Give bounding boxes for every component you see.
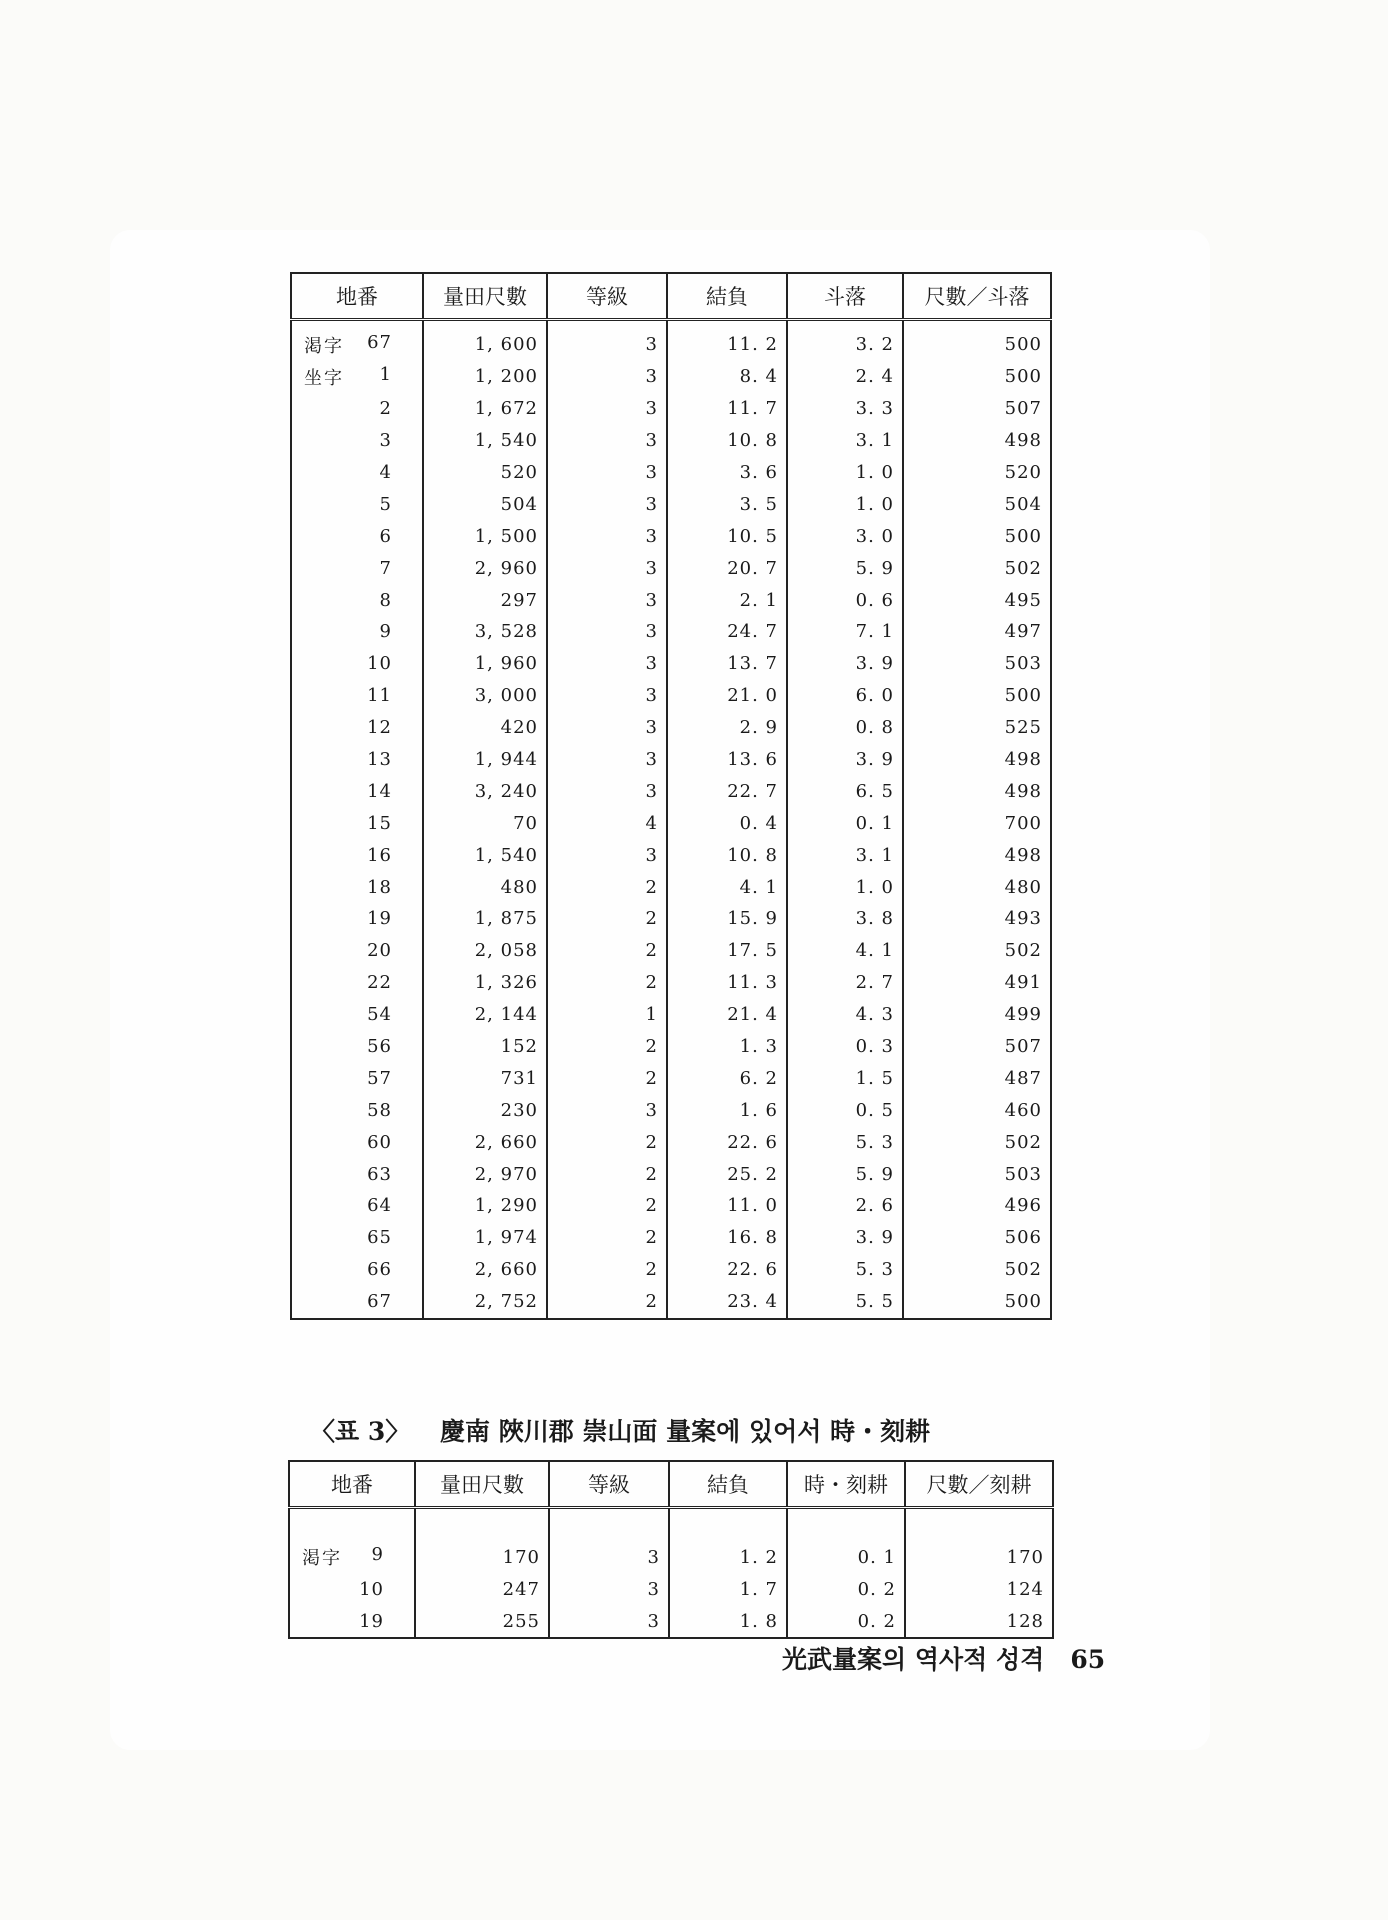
value-cell: 3. 9 — [787, 648, 903, 680]
lot-number-cell — [289, 1573, 415, 1605]
table-row — [291, 1158, 1051, 1190]
value-cell: 1, 944 — [423, 744, 547, 776]
lot-number-cell — [291, 488, 423, 520]
table-row — [291, 871, 1051, 903]
value-cell: 500 — [903, 329, 1051, 361]
value-cell: 2 — [547, 1254, 667, 1286]
value-cell: 3 — [547, 775, 667, 807]
lot-number-cell — [289, 1541, 415, 1573]
lot-number-cell — [291, 1062, 423, 1094]
value-cell: 0. 8 — [787, 712, 903, 744]
value-cell: 2 — [547, 1286, 667, 1319]
value-cell: 124 — [905, 1573, 1053, 1605]
value-cell: 525 — [903, 712, 1051, 744]
value-cell: 3 — [549, 1541, 669, 1573]
value-cell: 2 — [547, 871, 667, 903]
table-row — [291, 967, 1051, 999]
table-row — [289, 1541, 1053, 1573]
lot-number: 19 — [359, 1610, 384, 1632]
value-cell: 503 — [903, 1158, 1051, 1190]
lot-number-cell — [291, 1031, 423, 1063]
value-cell: 520 — [423, 457, 547, 489]
value-cell: 0. 2 — [787, 1605, 905, 1638]
value-cell: 498 — [903, 744, 1051, 776]
value-cell: 3 — [547, 361, 667, 393]
value-cell: 502 — [903, 1126, 1051, 1158]
value-cell: 3 — [547, 616, 667, 648]
value-cell: 500 — [903, 361, 1051, 393]
lot-number-cell — [291, 871, 423, 903]
value-cell: 11. 0 — [667, 1190, 787, 1222]
table-header-row — [289, 1461, 1053, 1508]
value-cell: 1. 6 — [667, 1094, 787, 1126]
value-cell: 504 — [903, 488, 1051, 520]
lot-number: 6 — [379, 525, 392, 547]
table-row — [291, 1286, 1051, 1319]
value-cell: 11. 2 — [667, 329, 787, 361]
value-cell: 2, 960 — [423, 552, 547, 584]
column-header: 結負 — [669, 1461, 787, 1508]
lot-number-cell — [291, 457, 423, 489]
lot-number-cell — [291, 1254, 423, 1286]
lot-number-cell — [291, 935, 423, 967]
column-header: 時・刻耕 — [787, 1461, 905, 1508]
lot-number-cell — [291, 967, 423, 999]
value-cell: 4. 1 — [667, 871, 787, 903]
value-cell: 4. 1 — [787, 935, 903, 967]
value-cell: 502 — [903, 1254, 1051, 1286]
value-cell: 128 — [905, 1605, 1053, 1638]
table-row — [291, 744, 1051, 776]
lot-number: 9 — [379, 621, 392, 643]
value-cell: 0. 4 — [667, 807, 787, 839]
table-row — [291, 1126, 1051, 1158]
column-header: 斗落 — [787, 273, 903, 320]
value-cell: 6. 2 — [667, 1062, 787, 1094]
value-cell: 3 — [547, 712, 667, 744]
value-cell: 487 — [903, 1062, 1051, 1094]
lot-number-cell — [291, 1286, 423, 1319]
value-cell: 15. 9 — [667, 903, 787, 935]
value-cell: 3 — [547, 839, 667, 871]
value-cell: 1. 3 — [667, 1031, 787, 1063]
value-cell: 3. 8 — [787, 903, 903, 935]
lot-number: 57 — [367, 1067, 392, 1089]
value-cell: 297 — [423, 584, 547, 616]
table-row — [291, 807, 1051, 839]
value-cell: 5. 5 — [787, 1286, 903, 1319]
value-cell: 3. 0 — [787, 520, 903, 552]
value-cell: 2, 144 — [423, 999, 547, 1031]
lot-number: 10 — [359, 1578, 384, 1600]
value-cell: 2. 7 — [787, 967, 903, 999]
value-cell: 3. 9 — [787, 744, 903, 776]
value-cell: 498 — [903, 775, 1051, 807]
spacer-row — [291, 320, 1051, 330]
value-cell: 500 — [903, 520, 1051, 552]
table-row — [291, 457, 1051, 489]
value-cell: 504 — [423, 488, 547, 520]
value-cell: 8. 4 — [667, 361, 787, 393]
lot-number-cell — [291, 520, 423, 552]
value-cell: 3 — [547, 584, 667, 616]
value-cell: 3. 3 — [787, 393, 903, 425]
lot-number: 11 — [367, 685, 392, 707]
lot-number: 4 — [379, 462, 392, 483]
lot-number: 65 — [367, 1227, 392, 1249]
lot-number: 8 — [379, 589, 392, 611]
value-cell: 498 — [903, 425, 1051, 457]
lot-number: 22 — [367, 972, 392, 994]
column-header: 等級 — [549, 1461, 669, 1508]
column-header: 量田尺數 — [423, 273, 547, 320]
lot-number: 16 — [367, 844, 392, 866]
lot-number: 18 — [367, 876, 392, 898]
lot-prefix: 渇字 — [302, 1548, 342, 1569]
value-cell: 1, 600 — [423, 329, 547, 361]
footer-title: 光武量案의 역사적 성격 — [782, 1645, 1045, 1674]
value-cell: 495 — [903, 584, 1051, 616]
lot-number: 3 — [379, 430, 392, 452]
lot-number: 66 — [367, 1259, 392, 1281]
value-cell: 506 — [903, 1222, 1051, 1254]
table-row — [291, 839, 1051, 871]
value-cell: 2, 058 — [423, 935, 547, 967]
value-cell: 1, 540 — [423, 425, 547, 457]
table-row — [291, 552, 1051, 584]
table-row — [291, 1062, 1051, 1094]
value-cell: 3. 5 — [667, 488, 787, 520]
lot-number-cell — [291, 680, 423, 712]
lot-number: 13 — [367, 749, 392, 771]
value-cell: 11. 3 — [667, 967, 787, 999]
lot-number-cell — [291, 712, 423, 744]
table-row — [291, 488, 1051, 520]
value-cell: 3. 6 — [667, 457, 787, 489]
lot-number: 7 — [379, 557, 392, 579]
value-cell: 3 — [547, 744, 667, 776]
value-cell: 520 — [903, 457, 1051, 489]
value-cell: 2. 4 — [787, 361, 903, 393]
value-cell: 6. 5 — [787, 775, 903, 807]
column-header: 結負 — [667, 273, 787, 320]
lot-number: 67 — [367, 331, 392, 353]
table-row — [291, 1190, 1051, 1222]
value-cell: 10. 8 — [667, 839, 787, 871]
value-cell: 0. 3 — [787, 1031, 903, 1063]
value-cell: 1, 974 — [423, 1222, 547, 1254]
column-header: 等級 — [547, 273, 667, 320]
value-cell: 3. 1 — [787, 425, 903, 457]
table-row — [289, 1605, 1053, 1638]
value-cell: 498 — [903, 839, 1051, 871]
value-cell: 1, 875 — [423, 903, 547, 935]
value-cell: 2 — [547, 967, 667, 999]
value-cell: 0. 5 — [787, 1094, 903, 1126]
lot-number: 19 — [367, 908, 392, 930]
value-cell: 493 — [903, 903, 1051, 935]
value-cell: 1. 2 — [669, 1541, 787, 1573]
value-cell: 3 — [547, 425, 667, 457]
value-cell: 255 — [415, 1605, 549, 1638]
value-cell: 3, 000 — [423, 680, 547, 712]
value-cell: 17. 5 — [667, 935, 787, 967]
lot-number: 14 — [367, 780, 392, 802]
value-cell: 497 — [903, 616, 1051, 648]
value-cell: 700 — [903, 807, 1051, 839]
value-cell: 3 — [547, 648, 667, 680]
value-cell: 500 — [903, 680, 1051, 712]
lot-number: 2 — [379, 398, 392, 420]
lot-prefix: 坐字 — [304, 367, 344, 389]
value-cell: 1. 0 — [787, 488, 903, 520]
lot-number-cell — [291, 584, 423, 616]
value-cell: 1, 672 — [423, 393, 547, 425]
value-cell: 3 — [547, 488, 667, 520]
value-cell: 3 — [547, 552, 667, 584]
table-row — [291, 425, 1051, 457]
lot-number: 15 — [367, 812, 392, 834]
value-cell: 500 — [903, 1286, 1051, 1319]
value-cell: 3. 2 — [787, 329, 903, 361]
value-cell: 11. 7 — [667, 393, 787, 425]
lot-number: 20 — [367, 940, 392, 962]
value-cell: 3. 1 — [787, 839, 903, 871]
lot-number-cell — [291, 1158, 423, 1190]
value-cell: 1. 0 — [787, 871, 903, 903]
spacer-row — [289, 1508, 1053, 1542]
value-cell: 3 — [547, 520, 667, 552]
value-cell: 21. 0 — [667, 680, 787, 712]
lot-number-cell — [291, 775, 423, 807]
value-cell: 2, 970 — [423, 1158, 547, 1190]
lot-number-cell — [291, 552, 423, 584]
value-cell: 3 — [547, 680, 667, 712]
value-cell: 502 — [903, 552, 1051, 584]
table-row — [291, 1222, 1051, 1254]
lot-number: 63 — [367, 1163, 392, 1185]
value-cell: 480 — [903, 871, 1051, 903]
value-cell: 1 — [547, 999, 667, 1031]
value-cell: 2. 9 — [667, 712, 787, 744]
value-cell: 230 — [423, 1094, 547, 1126]
value-cell: 170 — [415, 1541, 549, 1573]
value-cell: 502 — [903, 935, 1051, 967]
column-header: 地番 — [289, 1461, 415, 1508]
value-cell: 491 — [903, 967, 1051, 999]
value-cell: 2 — [547, 1158, 667, 1190]
column-header: 尺數／斗落 — [903, 273, 1051, 320]
table-caption — [310, 1412, 1060, 1448]
value-cell: 2, 660 — [423, 1254, 547, 1286]
lot-number-cell — [291, 1190, 423, 1222]
lot-number-cell — [289, 1605, 415, 1638]
value-cell: 20. 7 — [667, 552, 787, 584]
value-cell: 3 — [547, 1094, 667, 1126]
value-cell: 4. 3 — [787, 999, 903, 1031]
value-cell: 22. 7 — [667, 775, 787, 807]
table-row — [291, 1094, 1051, 1126]
value-cell: 4 — [547, 807, 667, 839]
value-cell: 2, 752 — [423, 1286, 547, 1319]
value-cell: 1. 7 — [669, 1573, 787, 1605]
column-header: 地番 — [291, 273, 423, 320]
value-cell: 1, 290 — [423, 1190, 547, 1222]
value-cell: 731 — [423, 1062, 547, 1094]
table-row — [291, 680, 1051, 712]
value-cell: 6. 0 — [787, 680, 903, 712]
value-cell: 0. 6 — [787, 584, 903, 616]
value-cell: 3 — [549, 1605, 669, 1638]
value-cell: 1. 0 — [787, 457, 903, 489]
lot-number-cell — [291, 807, 423, 839]
value-cell: 16. 8 — [667, 1222, 787, 1254]
table-row — [291, 775, 1051, 807]
table-number: 〈표 3〉 — [310, 1417, 411, 1446]
value-cell: 1, 540 — [423, 839, 547, 871]
value-cell: 420 — [423, 712, 547, 744]
value-cell: 460 — [903, 1094, 1051, 1126]
land-survey-table — [290, 272, 1052, 1320]
value-cell: 0. 1 — [787, 807, 903, 839]
value-cell: 3, 240 — [423, 775, 547, 807]
table-row — [291, 648, 1051, 680]
value-cell: 2 — [547, 903, 667, 935]
column-header: 尺數／刻耕 — [905, 1461, 1053, 1508]
value-cell: 507 — [903, 393, 1051, 425]
value-cell: 507 — [903, 1031, 1051, 1063]
value-cell: 5. 9 — [787, 1158, 903, 1190]
page-number: 65 — [1070, 1645, 1106, 1674]
value-cell: 5. 3 — [787, 1126, 903, 1158]
table-row — [291, 1254, 1051, 1286]
value-cell: 2 — [547, 1126, 667, 1158]
value-cell: 3. 9 — [787, 1222, 903, 1254]
table-row — [291, 1031, 1051, 1063]
lot-number: 67 — [367, 1291, 392, 1313]
lot-number-cell — [291, 744, 423, 776]
value-cell: 13. 6 — [667, 744, 787, 776]
value-cell: 3 — [549, 1573, 669, 1605]
table-row — [291, 361, 1051, 393]
lot-number-cell — [291, 839, 423, 871]
lot-number: 56 — [367, 1036, 392, 1058]
value-cell: 1, 200 — [423, 361, 547, 393]
value-cell: 5. 3 — [787, 1254, 903, 1286]
value-cell: 22. 6 — [667, 1126, 787, 1158]
value-cell: 3 — [547, 393, 667, 425]
lot-number: 12 — [367, 717, 392, 739]
value-cell: 3, 528 — [423, 616, 547, 648]
time-plow-table — [288, 1460, 1054, 1639]
lot-number: 54 — [367, 1004, 392, 1026]
value-cell: 10. 5 — [667, 520, 787, 552]
value-cell: 1, 326 — [423, 967, 547, 999]
value-cell: 0. 1 — [787, 1541, 905, 1573]
value-cell: 2 — [547, 935, 667, 967]
lot-number: 58 — [367, 1099, 392, 1121]
lot-number-cell — [291, 329, 423, 361]
value-cell: 1, 500 — [423, 520, 547, 552]
lot-number-cell — [291, 999, 423, 1031]
value-cell: 0. 2 — [787, 1573, 905, 1605]
value-cell: 1. 5 — [787, 1062, 903, 1094]
lot-number: 5 — [379, 493, 392, 515]
column-header: 量田尺數 — [415, 1461, 549, 1508]
lot-number: 60 — [367, 1131, 392, 1153]
table-row — [291, 712, 1051, 744]
lot-number-cell — [291, 1094, 423, 1126]
value-cell: 70 — [423, 807, 547, 839]
value-cell: 2 — [547, 1062, 667, 1094]
value-cell: 7. 1 — [787, 616, 903, 648]
lot-number: 10 — [367, 653, 392, 675]
value-cell: 480 — [423, 871, 547, 903]
value-cell: 3 — [547, 329, 667, 361]
value-cell: 496 — [903, 1190, 1051, 1222]
value-cell: 2 — [547, 1190, 667, 1222]
value-cell: 2 — [547, 1031, 667, 1063]
table-row — [291, 520, 1051, 552]
lot-number-cell — [291, 361, 423, 393]
lot-number: 1 — [379, 363, 392, 385]
value-cell: 1. 8 — [669, 1605, 787, 1638]
value-cell: 2. 1 — [667, 584, 787, 616]
lot-number-cell — [291, 425, 423, 457]
lot-number-cell — [291, 1222, 423, 1254]
table-row — [291, 903, 1051, 935]
value-cell: 2. 6 — [787, 1190, 903, 1222]
lot-number-cell — [291, 393, 423, 425]
value-cell: 23. 4 — [667, 1286, 787, 1319]
table-row — [291, 393, 1051, 425]
value-cell: 21. 4 — [667, 999, 787, 1031]
value-cell: 170 — [905, 1541, 1053, 1573]
lot-number-cell — [291, 903, 423, 935]
value-cell: 503 — [903, 648, 1051, 680]
lot-number-cell — [291, 648, 423, 680]
table-header-row — [291, 273, 1051, 320]
value-cell: 499 — [903, 999, 1051, 1031]
value-cell: 10. 8 — [667, 425, 787, 457]
value-cell: 2 — [547, 1222, 667, 1254]
running-footer — [782, 1640, 1105, 1676]
value-cell: 247 — [415, 1573, 549, 1605]
value-cell: 152 — [423, 1031, 547, 1063]
table-row — [291, 616, 1051, 648]
value-cell: 2, 660 — [423, 1126, 547, 1158]
lot-number-cell — [291, 1126, 423, 1158]
value-cell: 5. 9 — [787, 552, 903, 584]
value-cell: 1, 960 — [423, 648, 547, 680]
lot-number: 9 — [371, 1544, 384, 1565]
lot-number: 64 — [367, 1195, 392, 1217]
table-row — [291, 935, 1051, 967]
value-cell: 13. 7 — [667, 648, 787, 680]
table-title: 慶南 陜川郡 崇山面 量案에 있어서 時・刻耕 — [440, 1417, 931, 1446]
table-row — [289, 1573, 1053, 1605]
value-cell: 22. 6 — [667, 1254, 787, 1286]
lot-number-cell — [291, 616, 423, 648]
lot-prefix: 渇字 — [304, 335, 344, 357]
value-cell: 3 — [547, 457, 667, 489]
table-row — [291, 329, 1051, 361]
value-cell: 25. 2 — [667, 1158, 787, 1190]
table-row — [291, 999, 1051, 1031]
value-cell: 24. 7 — [667, 616, 787, 648]
table-row — [291, 584, 1051, 616]
